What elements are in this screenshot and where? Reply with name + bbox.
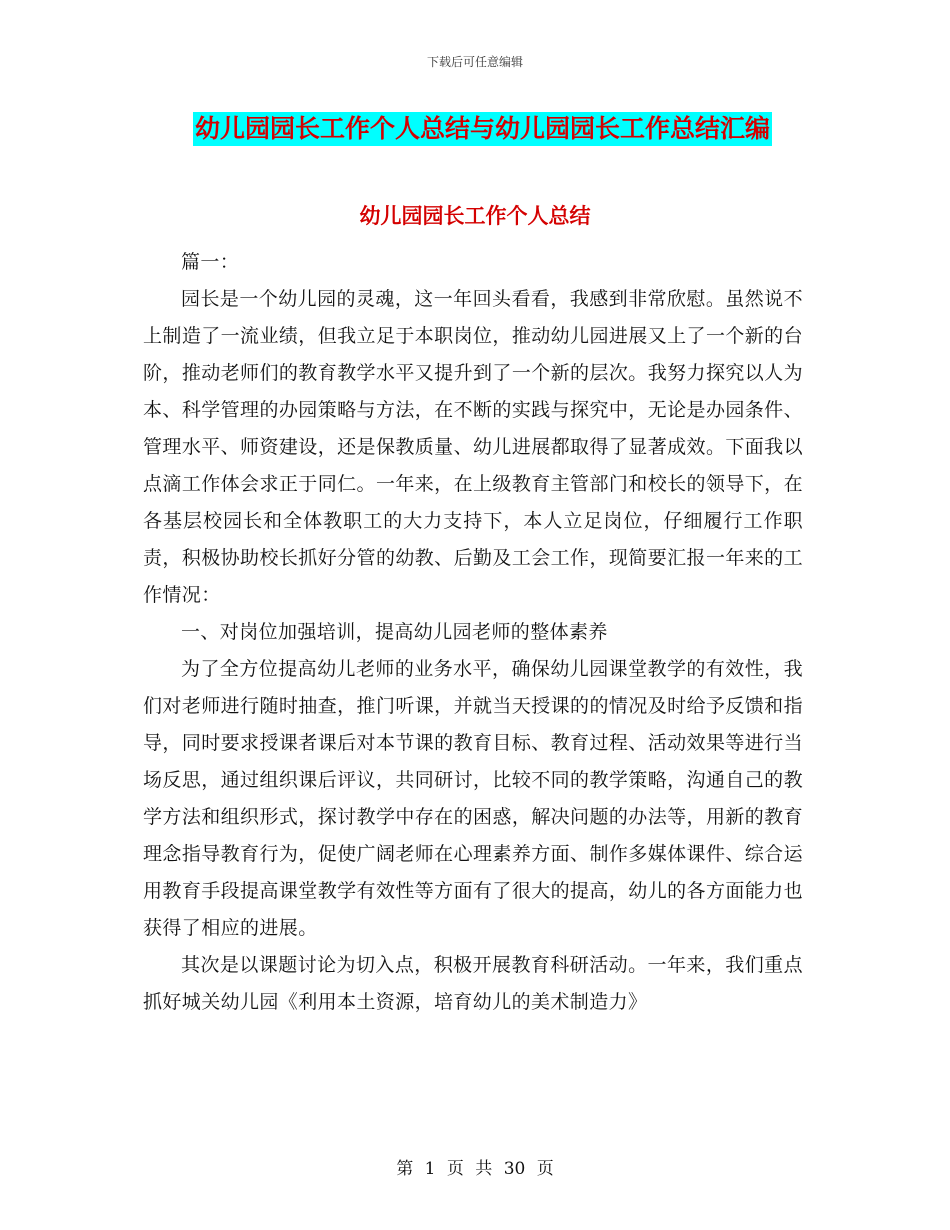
document-main-title: 幼儿园园长工作个人总结与幼儿园园长工作总结汇编 bbox=[193, 112, 772, 146]
page-footer: 第 1 页 共 30 页 bbox=[396, 1159, 554, 1179]
section-title: 幼儿园园长工作个人总结 bbox=[359, 203, 591, 228]
header-note: 下载后可任意编辑 bbox=[426, 55, 523, 69]
paragraph: 为了全方位提高幼儿老师的业务水平，确保幼儿园课堂教学的有效性，我们对老师进行随时抽查，推门听课，并就当天授课的的情况及时给予反馈和指导，同时要求授课者课后对本节课的教育目标、教育过程、活动效果等进行当场反思，通过组织课后评议，共同研讨，比较不同的教学策略，沟通自己的教学方法和组织形式，探讨教学中存在的困惑，解决问题的办法等，用新的教育理念指导教育行为，促使广阔老师在心理素养方面、制作多媒体课件、综合运用教育手段提高课堂教学有效性等方面有了很大的提高，幼儿的各方面能力也获得了相应的进展。 bbox=[143, 658, 803, 939]
paragraph-label: 篇一： bbox=[181, 251, 240, 273]
paragraph: 园长是一个幼儿园的灵魂，这一年回头看看，我感到非常欣慰。虽然说不上制造了一流业绩，但我立足于本职岗位，推动幼儿园进展又上了一个新的台阶，推动老师们的教育教学水平又提升到了一个新的层次。我努力探究以人为本、科学管理的办园策略与方法，在不断的实践与探究中，无论是办园条件、管理水平、师资建设，还是保教质量、幼儿进展都取得了显著成效。下面我以点滴工作体会求正于同仁。一年来，在上级教育主管部门和校长的领导下，在各基层校园长和全体教职工的大力支持下，本人立足岗位，仔细履行工作职责，积极协助校长抓好分管的幼教、后勤及工会工作，现简要汇报一年来的工作情况： bbox=[143, 288, 803, 606]
paragraph: 其次是以课题讨论为切入点，积极开展教育科研活动。一年来，我们重点抓好城关幼儿园《利用本土资源，培育幼儿的美术制造力》 bbox=[143, 954, 803, 1013]
paragraph-heading: 一、对岗位加强培训，提高幼儿园老师的整体素养 bbox=[181, 621, 608, 643]
body-text bbox=[143, 244, 803, 1021]
